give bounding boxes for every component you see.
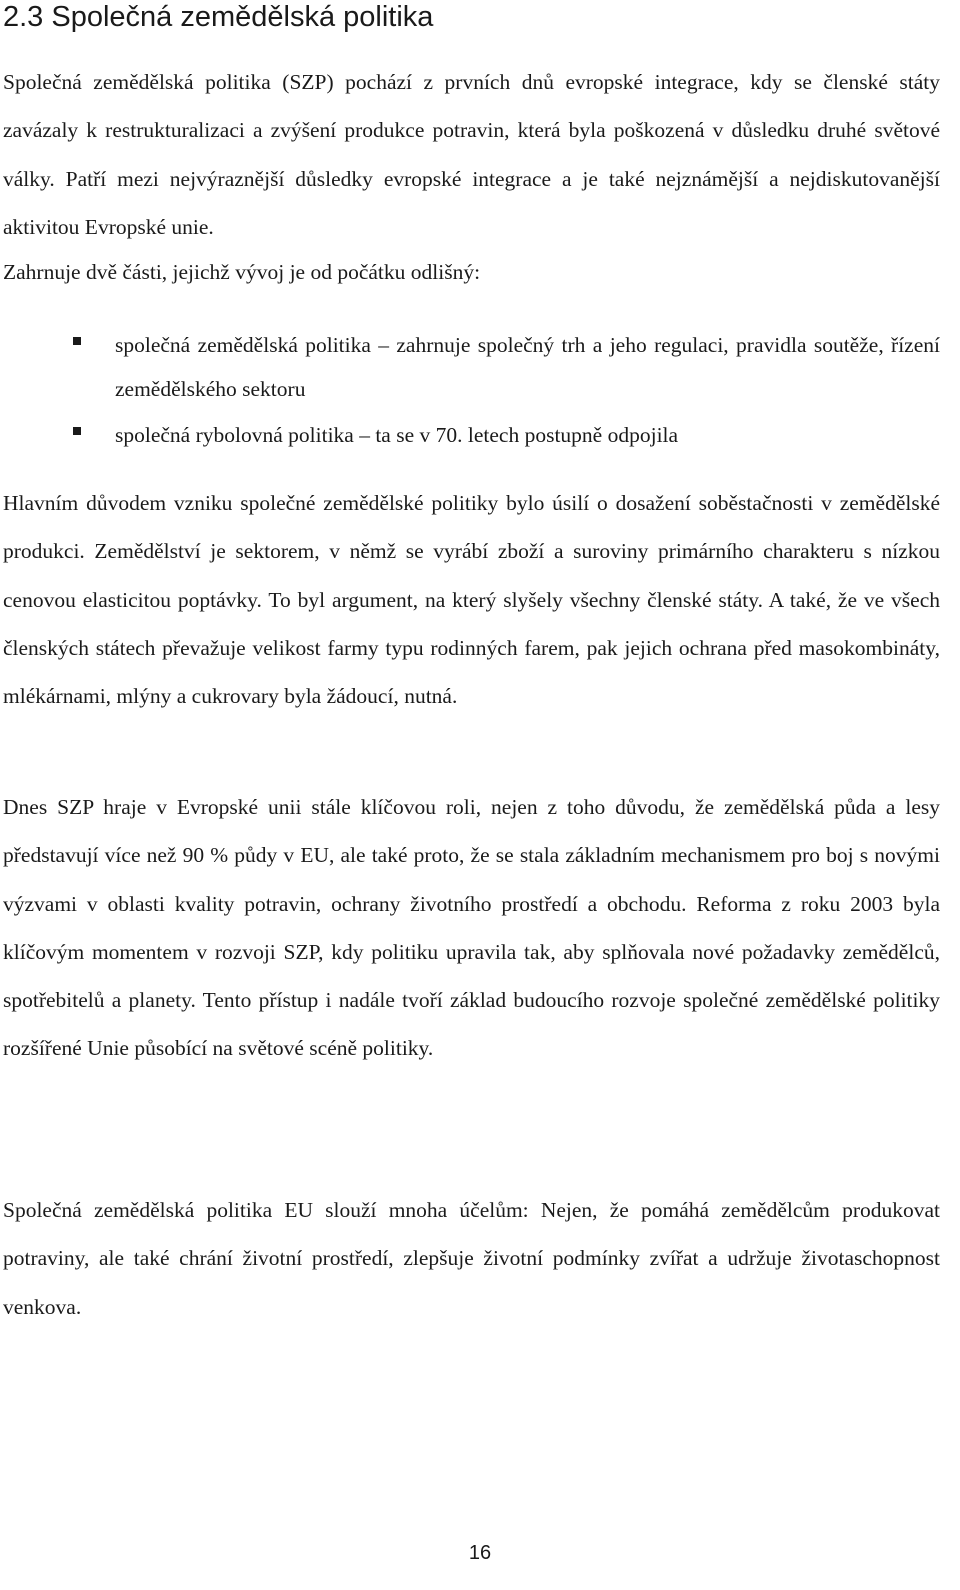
bullet-list xyxy=(3,323,940,457)
page-number: 16 xyxy=(468,1542,492,1564)
paragraph-motivation: Hlavním důvodem vzniku společné zemědělské politiky bylo úsilí o dosažení soběstačnosti v zemědělské produkci. Zemědělství je sektorem, v němž se vyrábí zboží a suroviny primárního charakteru s nízkou cenovou elasticitou poptávky. To byl argument, na který slyšely všechny členské státy. A také, že ve všech členských státech převažuje velikost farmy typu rodinných farem, pak jejich ochrana před masokombináty, mlékárnami, mlýny a cukrovary byla žádoucí, nutná. xyxy=(3,491,940,709)
paragraph-intro: Společná zemědělská politika (SZP) pochází z prvních dnů evropské integrace, kdy se členské státy zavázaly k restrukturalizaci a zvýšení produkce potravin, která byla poškozená v důsledku druhé světové války. Patří mezi nejvýraznější důsledky evropské integrace a je také nejznámější a nejdiskutovanější aktivitou Evropské unie. xyxy=(3,70,940,239)
section-heading: 2.3 Společná zemědělská politika xyxy=(3,1,434,33)
list-item-text: společná rybolovná politika – ta se v 70. letech postupně odpojila xyxy=(115,423,679,447)
paragraph-intro-lead: Zahrnuje dvě části, jejichž vývoj je od počátku odlišný: xyxy=(3,260,481,284)
list-item xyxy=(3,323,940,411)
paragraph-purposes: Společná zemědělská politika EU slouží mnoha účelům: Nejen, že pomáhá zemědělcům produkovat potraviny, ale také chrání životní prostředí, zlepšuje životní podmínky zvířat a udržuje životaschopnost venkova. xyxy=(3,1198,940,1319)
bullet-square-icon xyxy=(73,427,81,435)
paragraph-current-role: Dnes SZP hraje v Evropské unii stále klíčovou roli, nejen z toho důvodu, že zemědělská půda a lesy představují více než 90 % půdy v EU, ale také proto, že se stala základním mechanismem pro boj s novými výzvami v oblasti kvality potravin, ochrany životního prostředí a obchodu. Reforma z roku 2003 byla klíčovým momentem v rozvoji SZP, kdy politiku upravila tak, aby splňovala nové požadavky zemědělců, spotřebitelů a planety. Tento přístup i nadále tvoří základ budoucího rozvoje společné zemědělské politiky rozšířené Unie působící na světové scéně politiky. xyxy=(3,795,940,1061)
bullet-square-icon xyxy=(73,337,81,345)
list-item-text: společná zemědělská politika – zahrnuje společný trh a jeho regulaci, pravidla soutěže, řízení zemědělského sektoru xyxy=(115,333,940,401)
list-item xyxy=(3,413,940,457)
